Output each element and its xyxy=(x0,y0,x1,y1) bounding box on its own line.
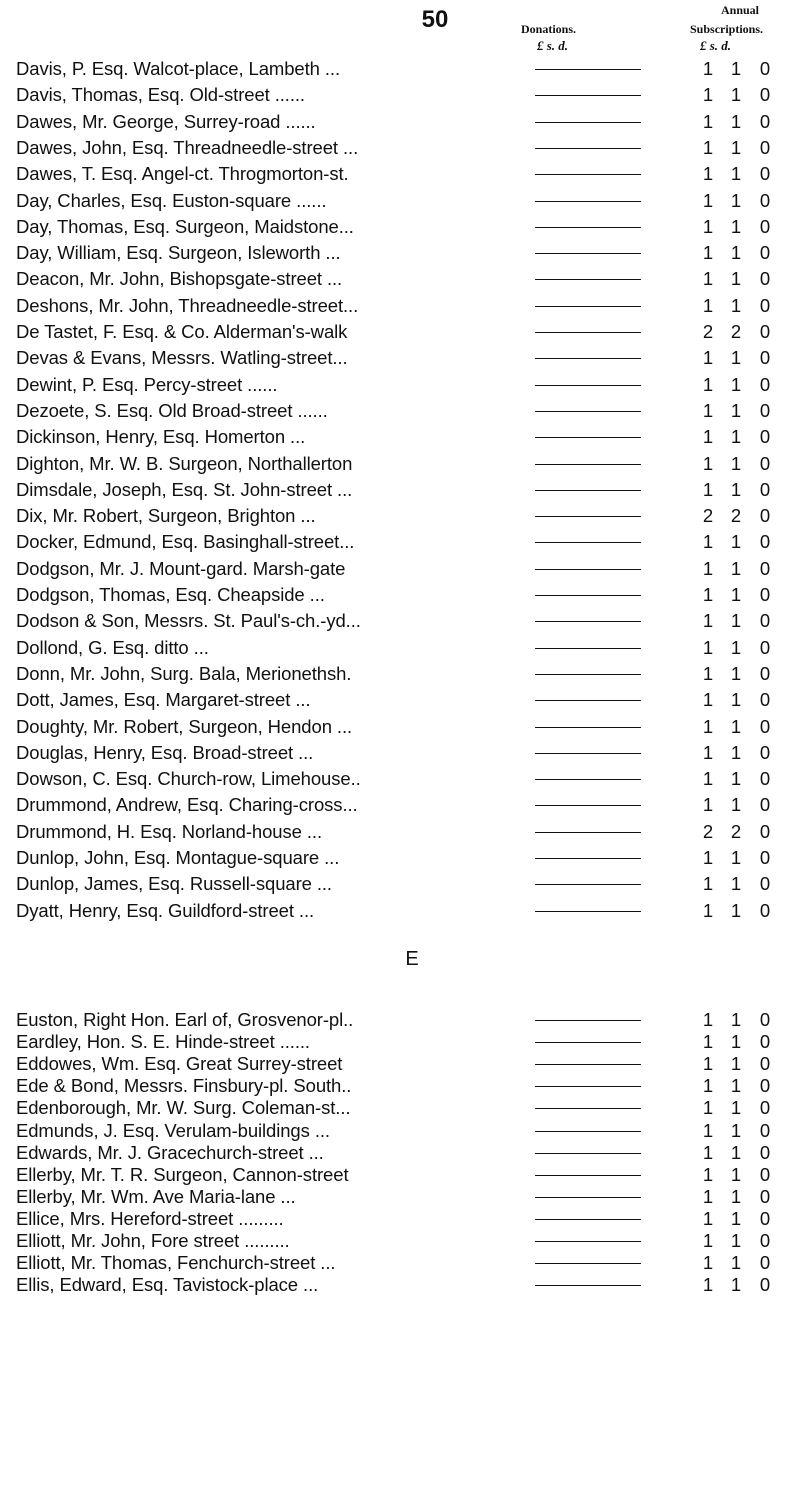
subscription-shillings: 1 xyxy=(730,557,742,579)
list-row xyxy=(0,1075,800,1097)
subscription-shillings: 1 xyxy=(730,110,742,132)
subscription-pence: 0 xyxy=(759,505,771,527)
donation-dash xyxy=(535,621,641,622)
donation-dash xyxy=(535,332,641,333)
subscription-shillings: 1 xyxy=(730,189,742,211)
subscription-shillings: 1 xyxy=(730,1009,742,1030)
subscriber-name: Dodgson, Thomas, Esq. Cheapside ... xyxy=(16,584,325,605)
subscription-shillings: 1 xyxy=(730,741,742,763)
donation-dash xyxy=(535,279,641,280)
donation-dash xyxy=(535,464,641,465)
list-row xyxy=(0,163,800,185)
donation-dash xyxy=(535,753,641,754)
subscription-shillings: 1 xyxy=(730,768,742,790)
subscriber-name: De Tastet, F. Esq. & Co. Alderman's-walk xyxy=(16,321,348,342)
donation-dash xyxy=(535,1153,641,1154)
list-row xyxy=(0,505,800,527)
list-row xyxy=(0,216,800,238)
subscription-pounds: 1 xyxy=(702,163,714,185)
subscriber-name: Elliott, Mr. Thomas, Fenchurch-street ... xyxy=(16,1252,336,1274)
subscription-shillings: 1 xyxy=(730,136,742,158)
subscription-pounds: 1 xyxy=(702,1185,714,1207)
subscription-pence: 0 xyxy=(759,1141,771,1163)
subscriber-name: Ellice, Mrs. Hereford-street ......... xyxy=(16,1207,284,1229)
list-row xyxy=(0,347,800,369)
subscriber-name: Edwards, Mr. J. Gracechurch-street ... xyxy=(16,1141,324,1163)
subscriber-name: Dunlop, John, Esq. Montague-square ... xyxy=(16,847,340,868)
subscription-pence: 0 xyxy=(759,1274,771,1296)
donation-dash xyxy=(535,95,641,96)
subscription-pounds: 1 xyxy=(702,1009,714,1030)
subscription-pounds: 1 xyxy=(702,110,714,132)
subscription-shillings: 1 xyxy=(730,531,742,553)
donations-header: Donations. xyxy=(521,22,577,36)
donation-dash xyxy=(535,832,641,833)
subscription-shillings: 1 xyxy=(730,1252,742,1274)
list-row xyxy=(0,637,800,659)
list-row xyxy=(0,689,800,711)
donation-dash xyxy=(535,1175,641,1176)
subscriber-name: Deacon, Mr. John, Bishopsgate-street ... xyxy=(16,268,343,290)
donation-dash xyxy=(535,122,641,123)
subscription-pence: 0 xyxy=(759,899,771,921)
subscription-pence: 0 xyxy=(759,242,771,264)
list-row xyxy=(0,111,800,133)
subscriber-name: Devas & Evans, Messrs. Watling-street... xyxy=(16,347,348,369)
subscription-pounds: 1 xyxy=(702,662,714,684)
subscriber-name: Dezoete, S. Esq. Old Broad-street ...... xyxy=(16,399,328,421)
donation-dash xyxy=(535,1241,641,1242)
donation-dash xyxy=(535,805,641,806)
donation-dash xyxy=(535,700,641,701)
subscription-shillings: 1 xyxy=(730,1274,742,1296)
list-row xyxy=(0,1186,800,1208)
list-row xyxy=(0,610,800,632)
donation-dash xyxy=(535,1086,641,1087)
subscription-pence: 0 xyxy=(759,373,771,395)
subscription-pence: 0 xyxy=(759,399,771,421)
subscriber-name: Day, William, Esq. Surgeon, Isleworth ... xyxy=(16,242,341,264)
subscription-shillings: 1 xyxy=(730,84,742,106)
subscription-shillings: 2 xyxy=(730,321,742,342)
subscriber-name: Douglas, Henry, Esq. Broad-street ... xyxy=(16,741,314,763)
subscription-pence: 0 xyxy=(759,215,771,237)
subscriber-name: Docker, Edmund, Esq. Basinghall-street... xyxy=(16,531,355,553)
donation-dash xyxy=(535,148,641,149)
subscriber-name: Day, Charles, Esq. Euston-square ...... xyxy=(16,189,327,211)
donation-dash xyxy=(535,779,641,780)
subscription-pounds: 1 xyxy=(702,899,714,921)
donation-dash xyxy=(535,385,641,386)
subscription-shillings: 1 xyxy=(730,478,742,500)
subscription-shillings: 1 xyxy=(730,1141,742,1163)
subscription-pounds: 1 xyxy=(702,215,714,237)
subscription-shillings: 1 xyxy=(730,215,742,237)
subscription-pounds: 1 xyxy=(702,636,714,658)
list-row xyxy=(0,1208,800,1230)
subscription-pounds: 1 xyxy=(702,373,714,395)
subscriber-name: Dott, James, Esq. Margaret-street ... xyxy=(16,689,311,711)
subscriber-name: Dawes, T. Esq. Angel-ct. Throgmorton-st. xyxy=(16,163,349,185)
subscription-shillings: 1 xyxy=(730,636,742,658)
donation-dash xyxy=(535,358,641,359)
list-row xyxy=(0,58,800,80)
donation-dash xyxy=(535,1285,641,1286)
donation-dash xyxy=(535,1020,641,1021)
subscription-pounds: 1 xyxy=(702,452,714,474)
list-row xyxy=(0,1164,800,1186)
list-row xyxy=(0,768,800,790)
donation-dash xyxy=(535,1263,641,1264)
subscription-pounds: 1 xyxy=(702,478,714,500)
subscription-shillings: 1 xyxy=(730,1185,742,1207)
donation-dash xyxy=(535,69,641,70)
subscription-pounds: 1 xyxy=(702,1119,714,1141)
subscription-shillings: 1 xyxy=(730,1207,742,1229)
list-row xyxy=(0,1053,800,1075)
subscriber-name: Dodgson, Mr. J. Mount-gard. Marsh-gate xyxy=(16,557,346,579)
page-number: 50 xyxy=(421,6,449,33)
subscription-pounds: 1 xyxy=(702,1053,714,1075)
subscription-shillings: 1 xyxy=(730,715,742,737)
subscription-pence: 0 xyxy=(759,636,771,658)
subscription-pounds: 1 xyxy=(702,399,714,421)
list-row xyxy=(0,531,800,553)
subscription-pounds: 1 xyxy=(702,136,714,158)
list-row xyxy=(0,1120,800,1142)
list-row xyxy=(0,716,800,738)
subscriber-name: Dowson, C. Esq. Church-row, Limehouse.. xyxy=(16,768,361,790)
subscription-pounds: 1 xyxy=(702,347,714,369)
subscription-pence: 0 xyxy=(759,1163,771,1185)
subscription-pence: 0 xyxy=(759,347,771,369)
subscriber-name: Ede & Bond, Messrs. Finsbury-pl. South.. xyxy=(16,1075,352,1097)
subscription-shillings: 1 xyxy=(730,58,742,79)
subscription-pence: 0 xyxy=(759,557,771,579)
subscriber-name: Dyatt, Henry, Esq. Guildford-street ... xyxy=(16,899,315,921)
subscriber-name: Dix, Mr. Robert, Surgeon, Brighton ... xyxy=(16,505,316,527)
donation-dash xyxy=(535,1219,641,1220)
subscription-pounds: 1 xyxy=(702,531,714,553)
subscription-pence: 0 xyxy=(759,452,771,474)
subscriber-name: Dollond, G. Esq. ditto ... xyxy=(16,636,209,658)
subscription-pounds: 1 xyxy=(702,794,714,816)
list-row xyxy=(0,426,800,448)
subscription-pounds: 1 xyxy=(702,584,714,605)
subscription-shillings: 1 xyxy=(730,1031,742,1053)
subscription-pounds: 1 xyxy=(702,426,714,448)
donation-dash xyxy=(535,306,641,307)
subscription-pounds: 1 xyxy=(702,1097,714,1119)
section-letter-e: E xyxy=(405,948,419,970)
donation-dash xyxy=(535,727,641,728)
list-row xyxy=(0,847,800,869)
subscription-shillings: 1 xyxy=(730,794,742,816)
subscription-pence: 0 xyxy=(759,268,771,290)
subscription-pence: 0 xyxy=(759,1075,771,1097)
subscription-pence: 0 xyxy=(759,294,771,316)
subscription-pounds: 1 xyxy=(702,557,714,579)
subscription-shillings: 1 xyxy=(730,1230,742,1251)
donations-currency: £ s. d. xyxy=(537,38,569,53)
subscription-pence: 0 xyxy=(759,58,771,79)
subscription-pounds: 1 xyxy=(702,1163,714,1185)
subscription-pence: 0 xyxy=(759,1207,771,1229)
subscriptions-currency: £ s. d. xyxy=(700,38,732,53)
donation-dash xyxy=(535,411,641,412)
list-row xyxy=(0,268,800,290)
subscription-pence: 0 xyxy=(759,163,771,185)
list-row xyxy=(0,1009,800,1031)
subscriber-name: Davis, P. Esq. Walcot-place, Lambeth ... xyxy=(16,58,341,79)
subscriber-name: Donn, Mr. John, Surg. Bala, Merionethsh. xyxy=(16,662,352,684)
donation-dash xyxy=(535,490,641,491)
subscriber-name: Dewint, P. Esq. Percy-street ...... xyxy=(16,373,278,395)
subscription-pounds: 1 xyxy=(702,1230,714,1251)
donation-dash xyxy=(535,174,641,175)
subscriber-name: Dimsdale, Joseph, Esq. St. John-street ... xyxy=(16,478,353,500)
subscription-pounds: 1 xyxy=(702,768,714,790)
subscription-pence: 0 xyxy=(759,689,771,711)
subscription-pounds: 1 xyxy=(702,1207,714,1229)
list-row xyxy=(0,742,800,764)
subscription-pounds: 2 xyxy=(702,505,714,527)
subscription-shillings: 1 xyxy=(730,1097,742,1119)
list-row xyxy=(0,1274,800,1296)
subscriber-name: Euston, Right Hon. Earl of, Grosvenor-pl.. xyxy=(16,1009,354,1030)
list-row xyxy=(0,1097,800,1119)
subscriber-name: Dodson & Son, Messrs. St. Paul's-ch.-yd... xyxy=(16,610,361,632)
subscription-pounds: 1 xyxy=(702,1075,714,1097)
donation-dash xyxy=(535,884,641,885)
subscription-pounds: 1 xyxy=(702,242,714,264)
donation-dash xyxy=(535,516,641,517)
donation-dash xyxy=(535,648,641,649)
subscription-pence: 0 xyxy=(759,1185,771,1207)
donation-dash xyxy=(535,858,641,859)
subscription-shillings: 2 xyxy=(730,505,742,527)
subscription-shillings: 1 xyxy=(730,1075,742,1097)
subscription-pounds: 1 xyxy=(702,294,714,316)
subscriber-name: Dickinson, Henry, Esq. Homerton ... xyxy=(16,426,306,448)
subscription-pence: 0 xyxy=(759,768,771,790)
subscription-pounds: 1 xyxy=(702,873,714,895)
subscription-pounds: 1 xyxy=(702,715,714,737)
subscription-pence: 0 xyxy=(759,610,771,632)
subscription-pence: 0 xyxy=(759,1053,771,1075)
list-row xyxy=(0,558,800,580)
subscription-shillings: 1 xyxy=(730,242,742,264)
list-row xyxy=(0,84,800,106)
donation-dash xyxy=(535,542,641,543)
subscription-pounds: 1 xyxy=(702,1141,714,1163)
subscription-shillings: 1 xyxy=(730,452,742,474)
subscriber-name: Ellerby, Mr. T. R. Surgeon, Cannon-street xyxy=(16,1163,349,1185)
list-row xyxy=(0,321,800,343)
subscription-pounds: 1 xyxy=(702,58,714,79)
annual-header: Annual xyxy=(720,3,760,17)
donation-dash xyxy=(535,201,641,202)
subscription-pence: 0 xyxy=(759,741,771,763)
subscription-shillings: 1 xyxy=(730,373,742,395)
donation-dash xyxy=(535,437,641,438)
subscriber-name: Ellerby, Mr. Wm. Ave Maria-lane ... xyxy=(16,1185,296,1207)
subscription-pounds: 1 xyxy=(702,1031,714,1053)
donation-dash xyxy=(535,911,641,912)
list-row xyxy=(0,190,800,212)
subscription-pounds: 1 xyxy=(702,1274,714,1296)
subscription-shillings: 1 xyxy=(730,899,742,921)
subscription-shillings: 1 xyxy=(730,1119,742,1141)
subscription-pence: 0 xyxy=(759,321,771,342)
subscription-shillings: 1 xyxy=(730,847,742,868)
subscription-pence: 0 xyxy=(759,584,771,605)
list-row xyxy=(0,1031,800,1053)
subscription-pence: 0 xyxy=(759,820,771,842)
list-row xyxy=(0,1142,800,1164)
subscriptions-header: Subscriptions. xyxy=(690,22,764,36)
donation-dash xyxy=(535,253,641,254)
subscription-shillings: 1 xyxy=(730,1053,742,1075)
subscriber-name: Eddowes, Wm. Esq. Great Surrey-street xyxy=(16,1053,343,1075)
donation-dash xyxy=(535,1131,641,1132)
subscription-pounds: 1 xyxy=(702,268,714,290)
subscriber-name: Elliott, Mr. John, Fore street ......... xyxy=(16,1230,290,1251)
list-row xyxy=(0,479,800,501)
subscription-shillings: 1 xyxy=(730,163,742,185)
donation-dash xyxy=(535,569,641,570)
donation-dash xyxy=(535,227,641,228)
list-row xyxy=(0,295,800,317)
subscription-pounds: 1 xyxy=(702,741,714,763)
subscription-pounds: 1 xyxy=(702,847,714,868)
subscription-shillings: 1 xyxy=(730,426,742,448)
list-row xyxy=(0,374,800,396)
subscriber-name: Dawes, Mr. George, Surrey-road ...... xyxy=(16,110,316,132)
list-row xyxy=(0,794,800,816)
subscription-pence: 0 xyxy=(759,531,771,553)
subscriber-name: Eardley, Hon. S. E. Hinde-street ...... xyxy=(16,1031,310,1053)
list-row xyxy=(0,584,800,606)
subscription-shillings: 1 xyxy=(730,610,742,632)
subscription-shillings: 1 xyxy=(730,1163,742,1185)
subscription-shillings: 1 xyxy=(730,662,742,684)
list-row xyxy=(0,873,800,895)
subscription-pence: 0 xyxy=(759,794,771,816)
subscriber-name: Dunlop, James, Esq. Russell-square ... xyxy=(16,873,332,895)
list-row xyxy=(0,453,800,475)
subscription-pence: 0 xyxy=(759,1230,771,1251)
subscription-shillings: 1 xyxy=(730,584,742,605)
subscriber-name: Doughty, Mr. Robert, Surgeon, Hendon ... xyxy=(16,715,353,737)
donation-dash xyxy=(535,1042,641,1043)
subscription-pounds: 1 xyxy=(702,84,714,106)
donation-dash xyxy=(535,595,641,596)
subscription-pence: 0 xyxy=(759,426,771,448)
subscription-pence: 0 xyxy=(759,662,771,684)
subscription-shillings: 1 xyxy=(730,689,742,711)
subscriber-name: Drummond, H. Esq. Norland-house ... xyxy=(16,820,322,842)
subscription-pence: 0 xyxy=(759,110,771,132)
subscription-pence: 0 xyxy=(759,189,771,211)
subscription-pounds: 1 xyxy=(702,689,714,711)
subscription-pounds: 1 xyxy=(702,189,714,211)
subscription-shillings: 2 xyxy=(730,820,742,842)
list-row xyxy=(0,821,800,843)
list-row xyxy=(0,1252,800,1274)
subscriber-name: Edenborough, Mr. W. Surg. Coleman-st... xyxy=(16,1097,351,1119)
subscription-shillings: 1 xyxy=(730,873,742,895)
subscriber-name: Deshons, Mr. John, Threadneedle-street... xyxy=(16,294,359,316)
list-row xyxy=(0,663,800,685)
subscription-pounds: 2 xyxy=(702,820,714,842)
list-row xyxy=(0,1230,800,1252)
subscription-pence: 0 xyxy=(759,1119,771,1141)
subscriber-name: Ellis, Edward, Esq. Tavistock-place ... xyxy=(16,1274,319,1296)
subscriber-name: Day, Thomas, Esq. Surgeon, Maidstone... xyxy=(16,215,354,237)
subscription-pence: 0 xyxy=(759,136,771,158)
list-row xyxy=(0,242,800,264)
subscription-shillings: 1 xyxy=(730,399,742,421)
subscriber-name: Drummond, Andrew, Esq. Charing-cross... xyxy=(16,794,358,816)
subscriber-name: Davis, Thomas, Esq. Old-street ...... xyxy=(16,84,305,106)
donation-dash xyxy=(535,1064,641,1065)
list-row xyxy=(0,900,800,922)
subscriber-name: Dighton, Mr. W. B. Surgeon, Northallerton xyxy=(16,452,353,474)
subscription-pence: 0 xyxy=(759,1031,771,1053)
subscription-pence: 0 xyxy=(759,84,771,106)
subscriber-name: Edmunds, J. Esq. Verulam-buildings ... xyxy=(16,1119,330,1141)
donation-dash xyxy=(535,674,641,675)
subscriber-name: Dawes, John, Esq. Threadneedle-street ... xyxy=(16,136,359,158)
subscription-shillings: 1 xyxy=(730,347,742,369)
subscription-pence: 0 xyxy=(759,1252,771,1274)
subscription-pounds: 2 xyxy=(702,321,714,342)
subscription-shillings: 1 xyxy=(730,268,742,290)
subscription-pence: 0 xyxy=(759,1009,771,1030)
donation-dash xyxy=(535,1197,641,1198)
list-row xyxy=(0,137,800,159)
subscription-pence: 0 xyxy=(759,873,771,895)
donation-dash xyxy=(535,1108,641,1109)
list-row xyxy=(0,400,800,422)
subscription-pounds: 1 xyxy=(702,610,714,632)
subscription-pounds: 1 xyxy=(702,1252,714,1274)
subscription-pence: 0 xyxy=(759,847,771,868)
subscription-pence: 0 xyxy=(759,478,771,500)
subscription-shillings: 1 xyxy=(730,294,742,316)
subscription-pence: 0 xyxy=(759,715,771,737)
subscription-pence: 0 xyxy=(759,1097,771,1119)
